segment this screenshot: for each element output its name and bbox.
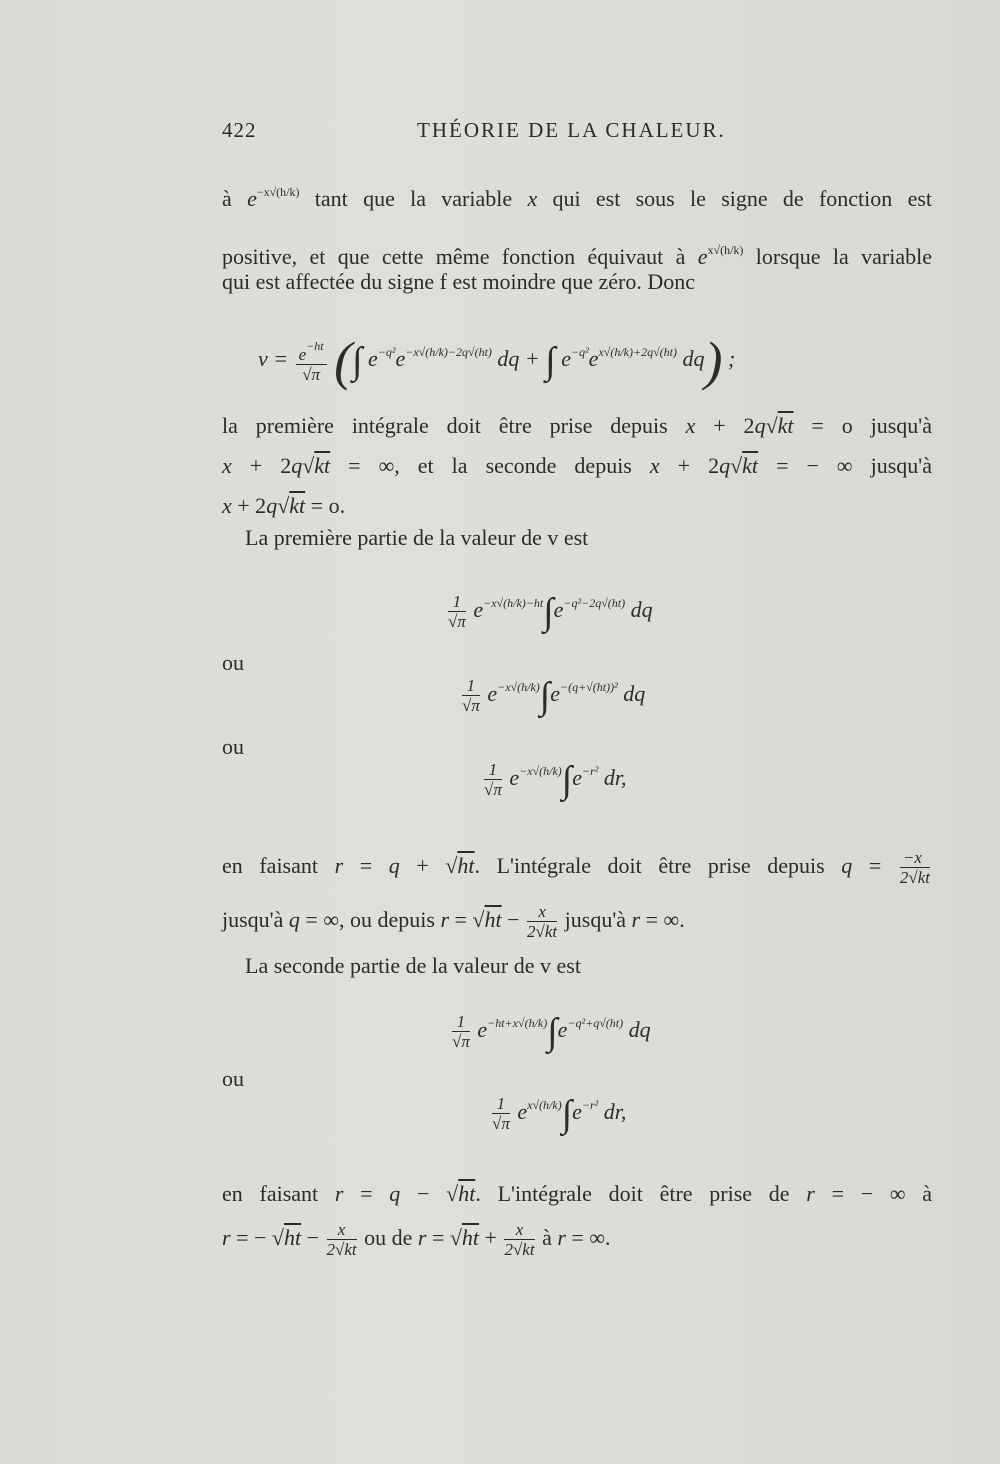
text-line-3: qui est affectée du signe f est moindre que zéro. Donc	[222, 269, 696, 294]
equation-3: $\frac{1}{√\pi}$ $e^{-x√(h/k)}\int e^{-(q+√(ht))^2}$ dq	[462, 675, 646, 717]
text-line-5: x + 2q√kt = ∞, et la seconde depuis x + 2q√kt = − ∞ jusqu'à	[222, 453, 933, 478]
word-ou-3: ou	[222, 1066, 244, 1091]
page-number: 422	[222, 118, 257, 142]
equation-2: $\frac{1}{√\pi}$ $e^{-x√(h/k)-ht}\int e^{-q^2-2q√(ht)}$ dq	[448, 591, 653, 633]
text-line-8: en faisant r = q + √ht. L'intégrale doit être prise depuis q = $\frac{-x}{2√kt}$	[222, 848, 930, 887]
word-ou-2: ou	[222, 734, 244, 759]
text-line-9: jusqu'à q = ∞, ou depuis r = √ht − $\frac{x}{2√kt}$ jusqu'à r = ∞.	[222, 902, 685, 941]
running-title: THÉORIE DE LA CHALEUR.	[417, 118, 726, 142]
text-line-4: la première intégrale doit être prise depuis x + 2q√kt = o jusqu'à	[222, 413, 932, 438]
text-line-10: La seconde partie de la valeur de v est	[245, 953, 581, 978]
text-line-2: positive, et que cette même fonction équivaut à $e^{x√(h/k)}$ lorsque la variable	[222, 243, 932, 269]
running-header	[222, 118, 932, 148]
text-line-7: La première partie de la valeur de v est	[245, 525, 589, 550]
equation-5: $\frac{1}{√\pi}$ $e^{-ht+x√(h/k)}\int e^{-q^2+q√(ht)}$ dq	[452, 1011, 651, 1053]
equation-6: $\frac{1}{√\pi}$ $e^{x√(h/k)}\int e^{-r^2}$ dr,	[492, 1093, 627, 1135]
text-line-12: r = − √ht − $\frac{x}{2√kt}$ ou de r = √ht + $\frac{x}{2√kt}$ à r = ∞.	[222, 1220, 611, 1259]
text-line-1: à $e^{-x√(h/k)}$ tant que la variable x qui est sous le signe de fonction est	[222, 185, 933, 211]
word-ou-1: ou	[222, 650, 244, 675]
text-line-11: en faisant r = q − √ht. L'intégrale doit être prise de r = − ∞ à	[222, 1181, 933, 1206]
equation-4: $\frac{1}{√\pi}$ $e^{-x√(h/k)}\int e^{-r^2}$ dr,	[484, 759, 627, 801]
equation-1: v = $\frac{e^{-ht}}{√\pi}$ (∫ $e^{-q^2}e^{-x√(h/k)-2q√(ht)}$ dq + ∫ $e^{-q^2}e^{x√(h/k)+2q√(ht)}$ dq) ;	[258, 331, 736, 391]
text-line-6: x + 2q√kt = o.	[222, 493, 346, 518]
